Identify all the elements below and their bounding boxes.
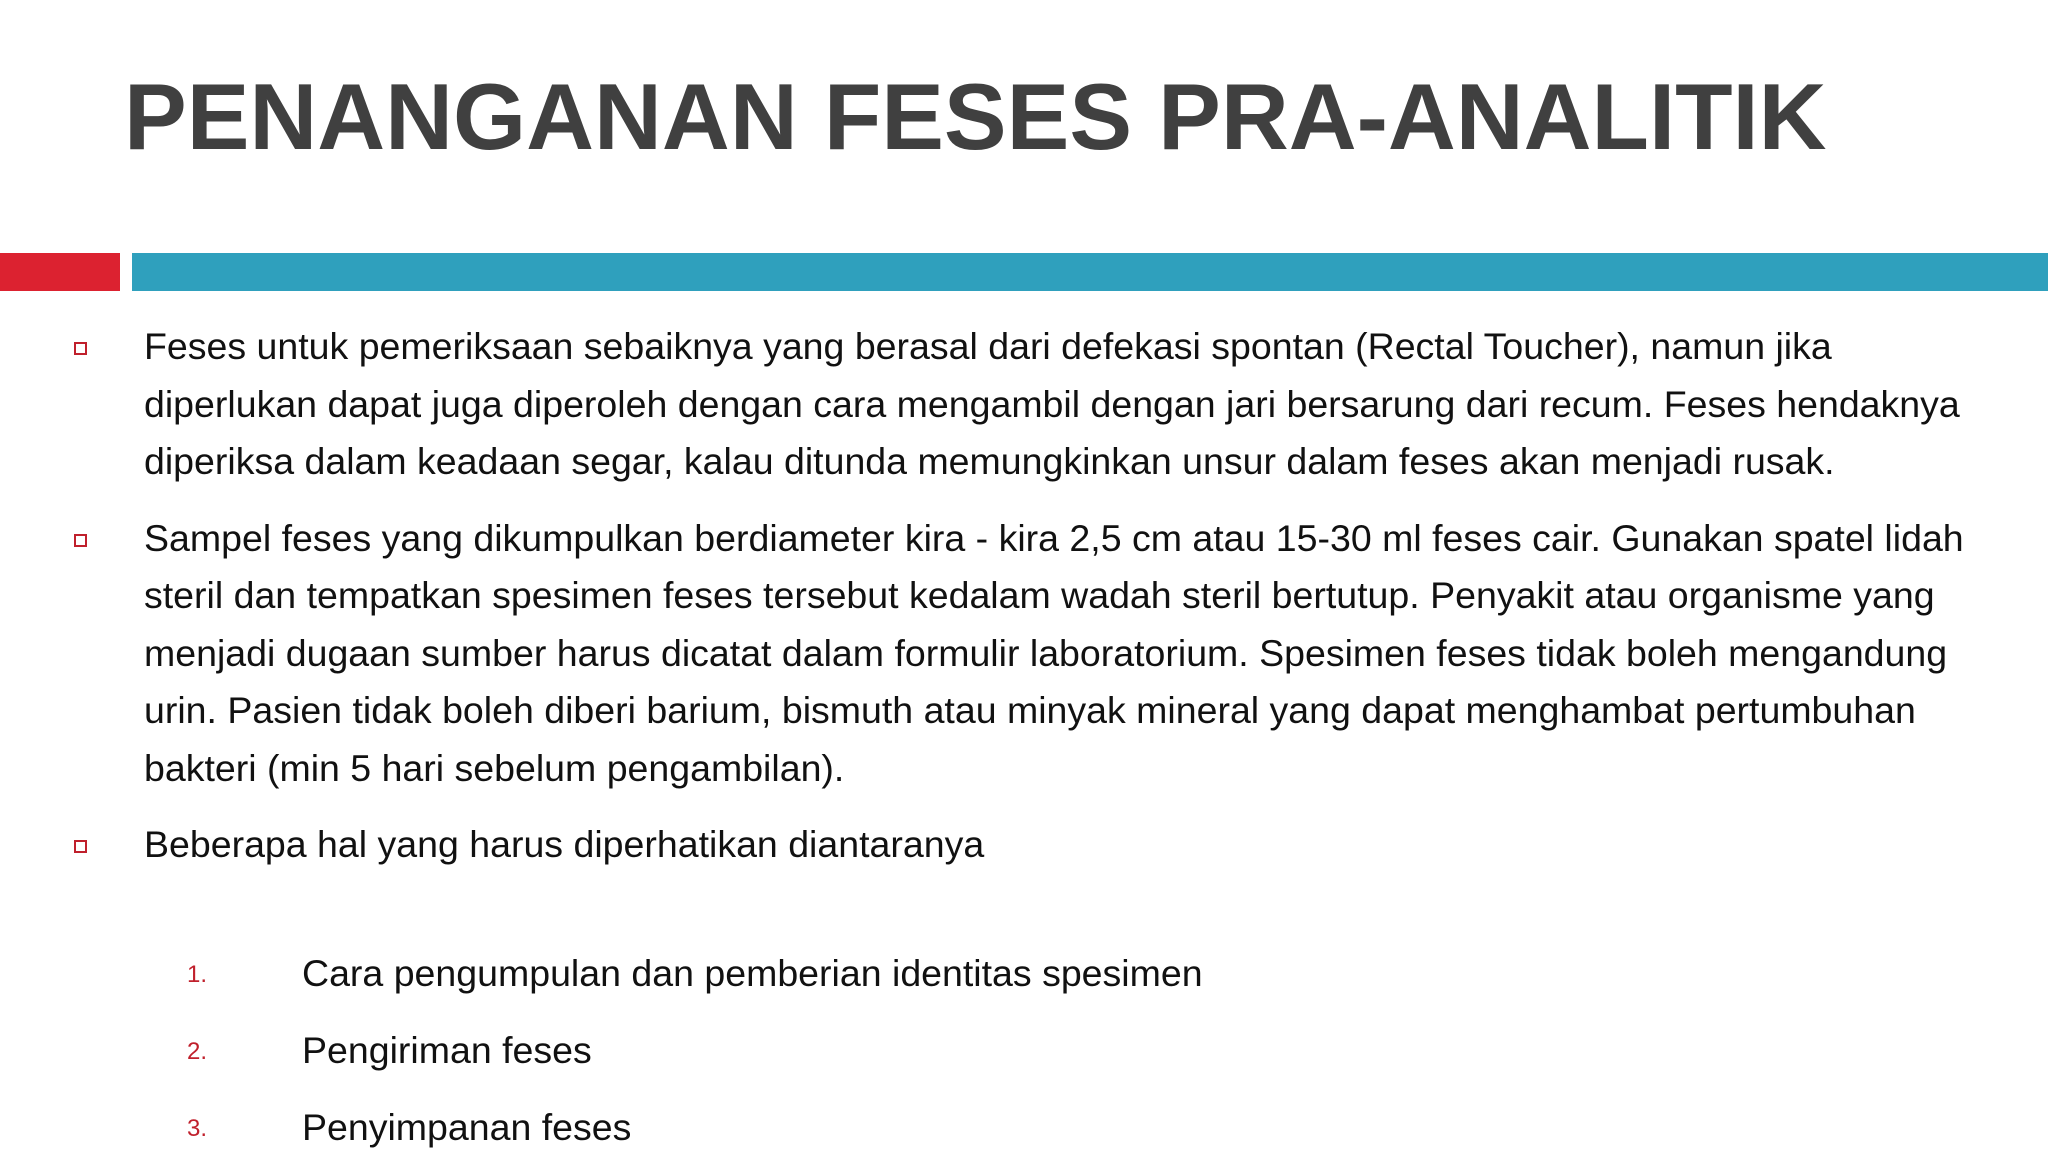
numbered-item-1 (0, 945, 2048, 1022)
numbered-item-2 (0, 1022, 2048, 1099)
bullet-text-2: Sampel feses yang dikumpulkan berdiameter kira - kira 2,5 cm atau 15-30 ml feses cair. Gunakan spatel lidah steril dan tempatkan spesimen feses tersebut kedalam wadah steril bertutup. Penyakit atau organisme yang menjadi dugaan sumber harus dicatat dalam formulir laboratorium. Spesimen feses tidak boleh mengandung urin. Pasien tidak boleh diberi barium, bismuth atau minyak mineral yang dapat menghambat pertumbuhan bakteri (min 5 hari sebelum pengambilan). (144, 516, 1964, 789)
numbered-list (0, 945, 2048, 1152)
numbered-text-2: Pengiriman feses (302, 1029, 592, 1071)
list-number: 2. (187, 1038, 208, 1065)
slide-title: PENANGANAN FESES PRA-ANALITIK (124, 64, 1827, 169)
accent-bar-teal (132, 253, 2048, 291)
bullet-item-2 (0, 510, 1994, 798)
numbered-text-3: Penyimpanan feses (302, 1106, 632, 1148)
hollow-square-icon (74, 342, 87, 355)
bullet-list (0, 318, 2048, 893)
bullet-item-3 (0, 816, 1994, 874)
hollow-square-icon (74, 534, 87, 547)
list-number: 3. (187, 1115, 208, 1142)
accent-bar-red (0, 253, 120, 291)
bullet-item-1 (0, 318, 1994, 491)
list-number: 1. (187, 961, 208, 988)
numbered-text-1: Cara pengumpulan dan pemberian identitas spesimen (302, 952, 1203, 994)
bullet-text-1: Feses untuk pemeriksaan sebaiknya yang berasal dari defekasi spontan (Rectal Toucher), namun jika diperlukan dapat juga diperoleh dengan cara mengambil dengan jari bersarung dari recum. Feses hendaknya diperiksa dalam keadaan segar, kalau ditunda memungkinkan unsur dalam feses akan menjadi rusak. (144, 325, 1960, 482)
numbered-item-3 (0, 1099, 2048, 1152)
hollow-square-icon (74, 840, 87, 853)
bullet-text-3: Beberapa hal yang harus diperhatikan diantaranya (144, 823, 985, 865)
